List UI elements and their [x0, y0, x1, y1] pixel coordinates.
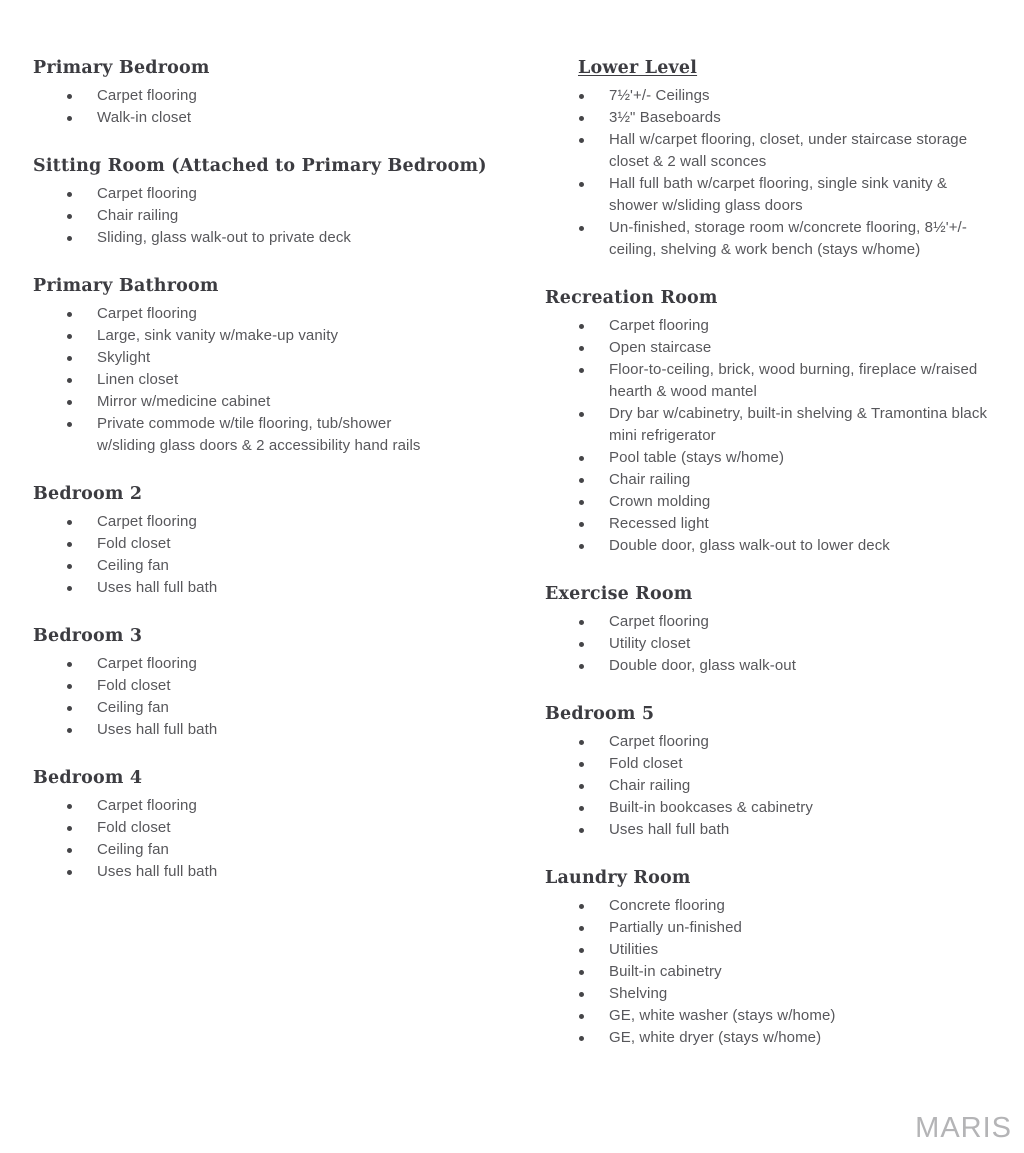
feature-item: Carpet flooring [97, 183, 447, 205]
room-section [545, 57, 1011, 261]
feature-item: 7½'+/- Ceilings [609, 85, 989, 107]
feature-item: Carpet flooring [609, 611, 989, 633]
feature-list [33, 795, 511, 883]
right-column [545, 57, 1011, 1049]
maris-watermark: MARIS [915, 1112, 1012, 1144]
feature-list [545, 315, 1011, 557]
feature-item: Chair railing [97, 205, 447, 227]
feature-item: Carpet flooring [97, 85, 447, 107]
feature-item: Carpet flooring [97, 653, 447, 675]
room-section [33, 483, 511, 599]
feature-item: Sliding, glass walk-out to private deck [97, 227, 447, 249]
feature-item: Uses hall full bath [97, 719, 447, 741]
room-section [33, 767, 511, 883]
feature-list [545, 85, 1011, 261]
room-section [545, 867, 1011, 1049]
feature-list [545, 611, 1011, 677]
room-section [33, 625, 511, 741]
feature-list [33, 85, 511, 129]
feature-item: GE, white washer (stays w/home) [609, 1005, 989, 1027]
section-title: Primary Bathroom [33, 276, 219, 296]
room-section [33, 57, 511, 129]
section-title: Bedroom 2 [33, 484, 143, 504]
feature-item: Fold closet [97, 817, 447, 839]
feature-item: Pool table (stays w/home) [609, 447, 989, 469]
left-column [33, 57, 511, 883]
feature-item: Partially un-finished [609, 917, 989, 939]
feature-item: Chair railing [609, 469, 989, 491]
feature-item: Mirror w/medicine cabinet [97, 391, 447, 413]
section-title: Exercise Room [545, 584, 693, 604]
section-title: Bedroom 5 [545, 704, 655, 724]
feature-item: Fold closet [609, 753, 989, 775]
feature-item: Ceiling fan [97, 839, 447, 861]
feature-item: Private commode w/tile flooring, tub/shower w/sliding glass doors & 2 accessibility hand rails [97, 413, 447, 457]
feature-item: Uses hall full bath [97, 577, 447, 599]
feature-item: Dry bar w/cabinetry, built-in shelving & Tramontina black mini refrigerator [609, 403, 989, 447]
section-title: Bedroom 3 [33, 626, 143, 646]
feature-item: Built-in bookcases & cabinetry [609, 797, 989, 819]
feature-item: Floor-to-ceiling, brick, wood burning, fireplace w/raised hearth & wood mantel [609, 359, 989, 403]
feature-list [33, 303, 511, 457]
feature-item: Uses hall full bath [609, 819, 989, 841]
feature-item: Carpet flooring [609, 315, 989, 337]
feature-list [33, 653, 511, 741]
feature-list [33, 511, 511, 599]
feature-item: Crown molding [609, 491, 989, 513]
section-title: Recreation Room [545, 288, 718, 308]
feature-item: Hall full bath w/carpet flooring, single sink vanity & shower w/sliding glass doors [609, 173, 989, 217]
room-section [545, 287, 1011, 557]
feature-item: 3½" Baseboards [609, 107, 989, 129]
feature-item: Fold closet [97, 533, 447, 555]
feature-item: Recessed light [609, 513, 989, 535]
feature-item: Fold closet [97, 675, 447, 697]
feature-item: Un-finished, storage room w/concrete flooring, 8½'+/- ceiling, shelving & work bench (stays w/home) [609, 217, 989, 261]
feature-item: GE, white dryer (stays w/home) [609, 1027, 989, 1049]
feature-item: Open staircase [609, 337, 989, 359]
feature-list [33, 183, 511, 249]
feature-list [545, 731, 1011, 841]
feature-item: Shelving [609, 983, 989, 1005]
feature-item: Ceiling fan [97, 555, 447, 577]
feature-item: Built-in cabinetry [609, 961, 989, 983]
section-title: Bedroom 4 [33, 768, 143, 788]
room-section [545, 583, 1011, 677]
feature-item: Carpet flooring [97, 795, 447, 817]
feature-item: Carpet flooring [97, 511, 447, 533]
feature-item: Hall w/carpet flooring, closet, under staircase storage closet & 2 wall sconces [609, 129, 989, 173]
feature-item: Uses hall full bath [97, 861, 447, 883]
section-title: Lower Level [578, 58, 698, 78]
section-title: Primary Bedroom [33, 58, 210, 78]
room-section [33, 275, 511, 457]
room-section [33, 155, 511, 249]
feature-item: Ceiling fan [97, 697, 447, 719]
feature-list [545, 895, 1011, 1049]
feature-item: Linen closet [97, 369, 447, 391]
feature-item: Utilities [609, 939, 989, 961]
feature-item: Skylight [97, 347, 447, 369]
feature-item: Double door, glass walk-out to lower deck [609, 535, 989, 557]
room-section [545, 703, 1011, 841]
feature-item: Carpet flooring [97, 303, 447, 325]
feature-item: Concrete flooring [609, 895, 989, 917]
section-title: Sitting Room (Attached to Primary Bedroom) [33, 156, 487, 176]
feature-item: Carpet flooring [609, 731, 989, 753]
section-title: Laundry Room [545, 868, 691, 888]
feature-item: Large, sink vanity w/make-up vanity [97, 325, 447, 347]
feature-item: Double door, glass walk-out [609, 655, 989, 677]
feature-item: Walk-in closet [97, 107, 447, 129]
feature-item: Utility closet [609, 633, 989, 655]
feature-item: Chair railing [609, 775, 989, 797]
